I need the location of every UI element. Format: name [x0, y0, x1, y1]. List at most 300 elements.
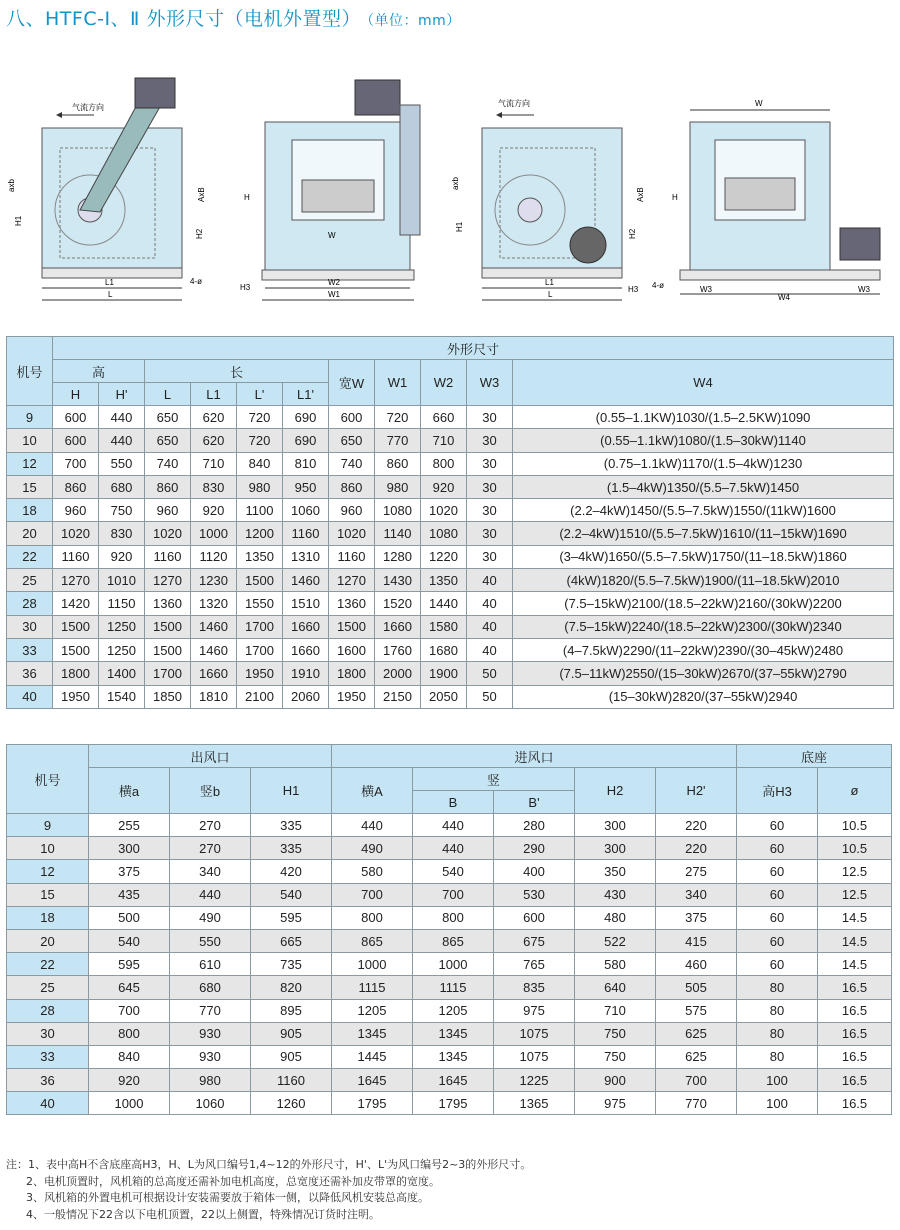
table-cell: 220 — [656, 837, 737, 860]
table-cell: 1020 — [421, 499, 467, 522]
table-cell: 16.5 — [818, 1092, 892, 1115]
table-cell: 10.5 — [818, 814, 892, 837]
table-cell: 1660 — [191, 662, 237, 685]
row-model-cell: 10 — [7, 837, 89, 860]
table-cell: 30 — [467, 475, 513, 498]
table-cell: 980 — [237, 475, 283, 498]
table-cell: 40 — [467, 569, 513, 592]
table2-header-row-2 — [7, 768, 892, 791]
table-cell: 80 — [737, 1022, 818, 1045]
header-H2-prime: H2' — [656, 768, 737, 814]
header-B-prime: B' — [494, 791, 575, 814]
svg-text:axb: axb — [451, 177, 460, 190]
table-cell: 580 — [575, 953, 656, 976]
table-cell: 30 — [467, 429, 513, 452]
table-cell: 12.5 — [818, 860, 892, 883]
table-cell: 1910 — [283, 662, 329, 685]
table-cell: 1500 — [53, 615, 99, 638]
table-cell: (1.5–4kW)1350/(5.5–7.5kW)1450 — [513, 475, 894, 498]
table-cell: 1800 — [329, 662, 375, 685]
table-cell: 1150 — [99, 592, 145, 615]
table1-header-row-1 — [7, 337, 894, 360]
table-cell: 30 — [467, 522, 513, 545]
table-cell: 540 — [89, 929, 170, 952]
drawing-side-view-side-motor — [451, 98, 664, 300]
table-row — [7, 522, 894, 545]
table-row — [7, 638, 894, 661]
header-W3: W3 — [467, 360, 513, 406]
table-cell: 610 — [170, 953, 251, 976]
table-cell: 600 — [494, 906, 575, 929]
table-cell: 1020 — [145, 522, 191, 545]
table-cell: 1115 — [413, 976, 494, 999]
table-cell: 550 — [99, 452, 145, 475]
table-cell: 700 — [89, 999, 170, 1022]
svg-text:H1: H1 — [455, 221, 464, 232]
row-model-cell: 20 — [7, 929, 89, 952]
svg-text:H2: H2 — [628, 228, 637, 239]
dimensions-table — [6, 336, 894, 709]
header-H2: H2 — [575, 768, 656, 814]
svg-text:W2: W2 — [328, 278, 340, 287]
outlet-inlet-table — [6, 744, 892, 1115]
table-cell: 275 — [656, 860, 737, 883]
title-main: 八、HTFC-Ⅰ、Ⅱ 外形尺寸（电机外置型） — [6, 8, 361, 30]
table-cell: (15–30kW)2820/(37–55kW)2940 — [513, 685, 894, 708]
table-cell: 1345 — [413, 1022, 494, 1045]
table-cell: 930 — [170, 1022, 251, 1045]
table-cell: 1270 — [53, 569, 99, 592]
table-cell: 1205 — [332, 999, 413, 1022]
table-cell: 860 — [53, 475, 99, 498]
header-shu-b: 竖b — [170, 768, 251, 814]
dimension-drawings — [0, 60, 900, 320]
table-cell: 1320 — [191, 592, 237, 615]
header-heng-a: 横a — [89, 768, 170, 814]
table-cell: 625 — [656, 1022, 737, 1045]
table-cell: 770 — [656, 1092, 737, 1115]
table-cell: 1460 — [191, 615, 237, 638]
table-cell: 50 — [467, 685, 513, 708]
table-cell: 765 — [494, 953, 575, 976]
table-cell: 1350 — [237, 545, 283, 568]
table1-body — [7, 406, 894, 709]
table-cell: 1700 — [145, 662, 191, 685]
table-cell: 740 — [329, 452, 375, 475]
table-cell: 1160 — [329, 545, 375, 568]
table-cell: 1060 — [283, 499, 329, 522]
table-cell: 620 — [191, 406, 237, 429]
table-cell: 14.5 — [818, 906, 892, 929]
table-cell: 505 — [656, 976, 737, 999]
table-cell: 1810 — [191, 685, 237, 708]
table-cell: 650 — [329, 429, 375, 452]
table-cell: 375 — [656, 906, 737, 929]
table-cell: 2150 — [375, 685, 421, 708]
table-cell: 1540 — [99, 685, 145, 708]
table-row — [7, 545, 894, 568]
table-cell: 975 — [494, 999, 575, 1022]
table-cell: (4–7.5kW)2290/(11–22kW)2390/(30–45kW)2480 — [513, 638, 894, 661]
table-cell: 865 — [413, 929, 494, 952]
table-cell: 1400 — [99, 662, 145, 685]
table-cell: 255 — [89, 814, 170, 837]
table-cell: 710 — [575, 999, 656, 1022]
table-cell: 700 — [332, 883, 413, 906]
header-W1: W1 — [375, 360, 421, 406]
row-model-cell: 20 — [7, 522, 53, 545]
table-cell: 40 — [467, 615, 513, 638]
table-cell: 1580 — [421, 615, 467, 638]
table-cell: 1010 — [99, 569, 145, 592]
table-cell: 735 — [251, 953, 332, 976]
table-cell: 1360 — [329, 592, 375, 615]
table-row — [7, 976, 892, 999]
table-cell: 665 — [251, 929, 332, 952]
airflow-label-1: 气流方向 — [72, 103, 104, 112]
table-cell: 1345 — [332, 1022, 413, 1045]
table-cell: (0.75–1.1kW)1170/(1.5–4kW)1230 — [513, 452, 894, 475]
table-cell: 1360 — [145, 592, 191, 615]
table-row — [7, 475, 894, 498]
table-cell: 625 — [656, 1045, 737, 1068]
table-cell: 420 — [251, 860, 332, 883]
table-cell: 1345 — [413, 1045, 494, 1068]
header-length: 长 — [145, 360, 329, 383]
header-H3: 高H3 — [737, 768, 818, 814]
table-row — [7, 814, 892, 837]
table-cell: 810 — [283, 452, 329, 475]
table-cell: 550 — [170, 929, 251, 952]
row-model-cell: 36 — [7, 1069, 89, 1092]
table-cell: 1205 — [413, 999, 494, 1022]
svg-text:W: W — [328, 231, 336, 240]
table-row — [7, 906, 892, 929]
table-cell: 640 — [575, 976, 656, 999]
row-model-cell: 40 — [7, 1092, 89, 1115]
table-cell: 40 — [467, 638, 513, 661]
table-row — [7, 860, 892, 883]
table-cell: 1795 — [332, 1092, 413, 1115]
table-cell: 440 — [99, 406, 145, 429]
table-cell: 1075 — [494, 1022, 575, 1045]
table-cell: 800 — [413, 906, 494, 929]
table-cell: 1420 — [53, 592, 99, 615]
table-cell: 1950 — [237, 662, 283, 685]
table-cell: 595 — [251, 906, 332, 929]
table-cell: 690 — [283, 406, 329, 429]
row-model-cell: 15 — [7, 475, 53, 498]
airflow-label-2: 气流方向 — [498, 99, 530, 108]
row-model-cell: 28 — [7, 999, 89, 1022]
row-model-cell: 9 — [7, 406, 53, 429]
table-cell: (7.5–15kW)2240/(18.5–22kW)2300/(30kW)2340 — [513, 615, 894, 638]
table-cell: 1795 — [413, 1092, 494, 1115]
table-cell: 950 — [283, 475, 329, 498]
table-cell: 840 — [89, 1045, 170, 1068]
svg-text:4-ø: 4-ø — [652, 281, 664, 290]
note-2: 2、电机顶置时，风机箱的总高度还需补加电机高度，总宽度还需补加皮带罩的宽度。 — [26, 1174, 440, 1188]
table2-header-row-1 — [7, 745, 892, 768]
table-cell: 1660 — [283, 638, 329, 661]
table-cell: 522 — [575, 929, 656, 952]
row-model-cell: 28 — [7, 592, 53, 615]
table-cell: 750 — [575, 1045, 656, 1068]
table-cell: 30 — [467, 545, 513, 568]
row-model-cell: 15 — [7, 883, 89, 906]
table-row — [7, 999, 892, 1022]
table-cell: 680 — [99, 475, 145, 498]
table-cell: 16.5 — [818, 976, 892, 999]
table-row — [7, 592, 894, 615]
table-cell: (2.2–4kW)1450/(5.5–7.5kW)1550/(11kW)1600 — [513, 499, 894, 522]
table-cell: 490 — [332, 837, 413, 860]
table-cell: 1900 — [421, 662, 467, 685]
table-cell: (7.5–15kW)2100/(18.5–22kW)2160/(30kW)2200 — [513, 592, 894, 615]
row-model-cell: 30 — [7, 1022, 89, 1045]
table-cell: 30 — [467, 499, 513, 522]
table-cell: 80 — [737, 976, 818, 999]
table-cell: 860 — [375, 452, 421, 475]
header-jihao: 机号 — [7, 337, 53, 406]
table-cell: 960 — [329, 499, 375, 522]
table-cell: 960 — [53, 499, 99, 522]
table-cell: 1850 — [145, 685, 191, 708]
table-cell: 16.5 — [818, 1045, 892, 1068]
table-cell: 440 — [99, 429, 145, 452]
table-cell: 16.5 — [818, 1022, 892, 1045]
table-cell: 14.5 — [818, 929, 892, 952]
table-cell: 920 — [421, 475, 467, 498]
table-cell: (7.5–11kW)2550/(15–30kW)2670/(37–55kW)2790 — [513, 662, 894, 685]
table-cell: 60 — [737, 814, 818, 837]
table-cell: 800 — [89, 1022, 170, 1045]
table-cell: 895 — [251, 999, 332, 1022]
table-cell: 865 — [332, 929, 413, 952]
svg-text:W3: W3 — [700, 285, 712, 294]
table-cell: 750 — [575, 1022, 656, 1045]
note-3: 3、风机箱的外置电机可根据设计安装需要放于箱体一侧，以降低风机安装总高度。 — [26, 1191, 429, 1205]
table-cell: 820 — [251, 976, 332, 999]
row-model-cell: 12 — [7, 860, 89, 883]
table-cell: 480 — [575, 906, 656, 929]
table-cell: 580 — [332, 860, 413, 883]
table-cell: 1460 — [283, 569, 329, 592]
header-outlet: 出风口 — [89, 745, 332, 768]
row-model-cell: 33 — [7, 1045, 89, 1068]
svg-text:4-ø: 4-ø — [190, 277, 202, 286]
table-cell: 740 — [145, 452, 191, 475]
table-cell: 1000 — [191, 522, 237, 545]
table-cell: 980 — [170, 1069, 251, 1092]
table-cell: 80 — [737, 999, 818, 1022]
table-cell: 830 — [191, 475, 237, 498]
drawing-front-view — [240, 80, 420, 300]
row-model-cell: 10 — [7, 429, 53, 452]
table-cell: 1020 — [329, 522, 375, 545]
table-cell: 340 — [170, 860, 251, 883]
svg-text:AxB: AxB — [636, 187, 645, 202]
header-base: 底座 — [737, 745, 892, 768]
table-cell: 500 — [89, 906, 170, 929]
notes — [6, 1157, 531, 1223]
svg-text:axb: axb — [7, 179, 16, 192]
table-cell: 40 — [467, 592, 513, 615]
table-cell: 540 — [251, 883, 332, 906]
table-cell: 700 — [53, 452, 99, 475]
table-cell: 440 — [413, 814, 494, 837]
svg-text:H3: H3 — [240, 283, 251, 292]
row-model-cell: 9 — [7, 814, 89, 837]
table-cell: 10.5 — [818, 837, 892, 860]
table-cell: 980 — [375, 475, 421, 498]
table-cell: 680 — [170, 976, 251, 999]
table-cell: 1230 — [191, 569, 237, 592]
table-cell: 1680 — [421, 638, 467, 661]
table-cell: 700 — [656, 1069, 737, 1092]
table-cell: 600 — [329, 406, 375, 429]
table-cell: 600 — [53, 429, 99, 452]
header-W2: W2 — [421, 360, 467, 406]
table-cell: (0.55–1.1KW)1030/(1.5–2.5KW)1090 — [513, 406, 894, 429]
svg-text:W1: W1 — [328, 290, 340, 299]
page-title — [6, 4, 461, 31]
header-H: H — [53, 383, 99, 406]
table-cell: (3–4kW)1650/(5.5–7.5kW)1750/(11–18.5kW)1860 — [513, 545, 894, 568]
table-row — [7, 929, 892, 952]
table-cell: 30 — [467, 406, 513, 429]
table-cell: 300 — [89, 837, 170, 860]
table-cell: 270 — [170, 814, 251, 837]
table-cell: 920 — [99, 545, 145, 568]
table-row — [7, 429, 894, 452]
table-cell: 1000 — [413, 953, 494, 976]
table-cell: 1200 — [237, 522, 283, 545]
svg-text:L1: L1 — [545, 278, 554, 287]
table-cell: 710 — [191, 452, 237, 475]
table-cell: 645 — [89, 976, 170, 999]
table-cell: 1250 — [99, 638, 145, 661]
row-model-cell: 18 — [7, 906, 89, 929]
header-shu: 竖 — [413, 768, 575, 791]
table-cell: 440 — [170, 883, 251, 906]
table-cell: 1115 — [332, 976, 413, 999]
table-cell: 300 — [575, 837, 656, 860]
svg-text:L: L — [548, 290, 553, 299]
svg-text:H1: H1 — [14, 215, 23, 226]
table-cell: 1700 — [237, 615, 283, 638]
table-cell: 1460 — [191, 638, 237, 661]
table-cell: 1120 — [191, 545, 237, 568]
table-cell: 60 — [737, 860, 818, 883]
svg-text:W4: W4 — [778, 293, 790, 302]
table-cell: 1445 — [332, 1045, 413, 1068]
table-cell: 710 — [421, 429, 467, 452]
table-cell: 720 — [375, 406, 421, 429]
table-cell: 60 — [737, 906, 818, 929]
table-cell: 435 — [89, 883, 170, 906]
table-cell: 750 — [99, 499, 145, 522]
table-cell: 1160 — [53, 545, 99, 568]
table-cell: 220 — [656, 814, 737, 837]
table-cell: 350 — [575, 860, 656, 883]
table-cell: 335 — [251, 814, 332, 837]
header-L1: L1 — [191, 383, 237, 406]
table-cell: 80 — [737, 1045, 818, 1068]
table-cell: 1100 — [237, 499, 283, 522]
drawing-side-view-top-motor — [7, 78, 206, 300]
row-model-cell: 18 — [7, 499, 53, 522]
table-cell: 1075 — [494, 1045, 575, 1068]
table-cell: 905 — [251, 1022, 332, 1045]
table-cell: 860 — [145, 475, 191, 498]
table-cell: 860 — [329, 475, 375, 498]
table-cell: 840 — [237, 452, 283, 475]
table-cell: 1550 — [237, 592, 283, 615]
table-cell: 920 — [89, 1069, 170, 1092]
svg-text:W3: W3 — [858, 285, 870, 294]
row-model-cell: 25 — [7, 976, 89, 999]
table-cell: 14.5 — [818, 953, 892, 976]
table-cell: 800 — [332, 906, 413, 929]
table-cell: 905 — [251, 1045, 332, 1068]
header-H-prime: H' — [99, 383, 145, 406]
table-cell: 1500 — [145, 615, 191, 638]
table-cell: (4kW)1820/(5.5–7.5kW)1900/(11–18.5kW)2010 — [513, 569, 894, 592]
header-B: B — [413, 791, 494, 814]
header-L: L — [145, 383, 191, 406]
table-cell: 30 — [467, 452, 513, 475]
header-L-prime: L' — [237, 383, 283, 406]
table-cell: 1220 — [421, 545, 467, 568]
table-cell: 2060 — [283, 685, 329, 708]
table-cell: 335 — [251, 837, 332, 860]
table-cell: 675 — [494, 929, 575, 952]
row-model-cell: 25 — [7, 569, 53, 592]
table-cell: 60 — [737, 883, 818, 906]
table-cell: 1365 — [494, 1092, 575, 1115]
table-cell: 1160 — [283, 522, 329, 545]
header-W4: W4 — [513, 360, 894, 406]
table-row — [7, 837, 892, 860]
svg-text:AxB: AxB — [197, 187, 206, 202]
table-cell: 100 — [737, 1092, 818, 1115]
table-row — [7, 953, 892, 976]
svg-text:W: W — [755, 99, 763, 108]
table-cell: 700 — [413, 883, 494, 906]
table-cell: 720 — [237, 429, 283, 452]
table-row — [7, 1069, 892, 1092]
note-4: 4、一般情况下22含以下电机顶置，22以上侧置，特殊情况订货时注明。 — [26, 1207, 380, 1221]
table-cell: 1430 — [375, 569, 421, 592]
table-cell: 60 — [737, 929, 818, 952]
row-model-cell: 22 — [7, 545, 53, 568]
header-heng-A: 横A — [332, 768, 413, 814]
table-cell: 2050 — [421, 685, 467, 708]
note-1: 1、表中高H不含底座高H3，H、L为风口编号1,4~12的外形尺寸，H'、L'为风口编号2~3的外形尺寸。 — [28, 1158, 532, 1171]
drawing-front-view-side-motor — [672, 99, 880, 302]
t2-header-jihao: 机号 — [7, 745, 89, 814]
table-cell: 2100 — [237, 685, 283, 708]
svg-text:H3: H3 — [628, 285, 639, 294]
header-phi: ø — [818, 768, 892, 814]
svg-text:L: L — [108, 290, 113, 299]
table-cell: 1225 — [494, 1069, 575, 1092]
notes-prefix: 注： — [6, 1158, 28, 1171]
table-cell: 1260 — [251, 1092, 332, 1115]
table-cell: 1270 — [329, 569, 375, 592]
table-cell: 440 — [332, 814, 413, 837]
